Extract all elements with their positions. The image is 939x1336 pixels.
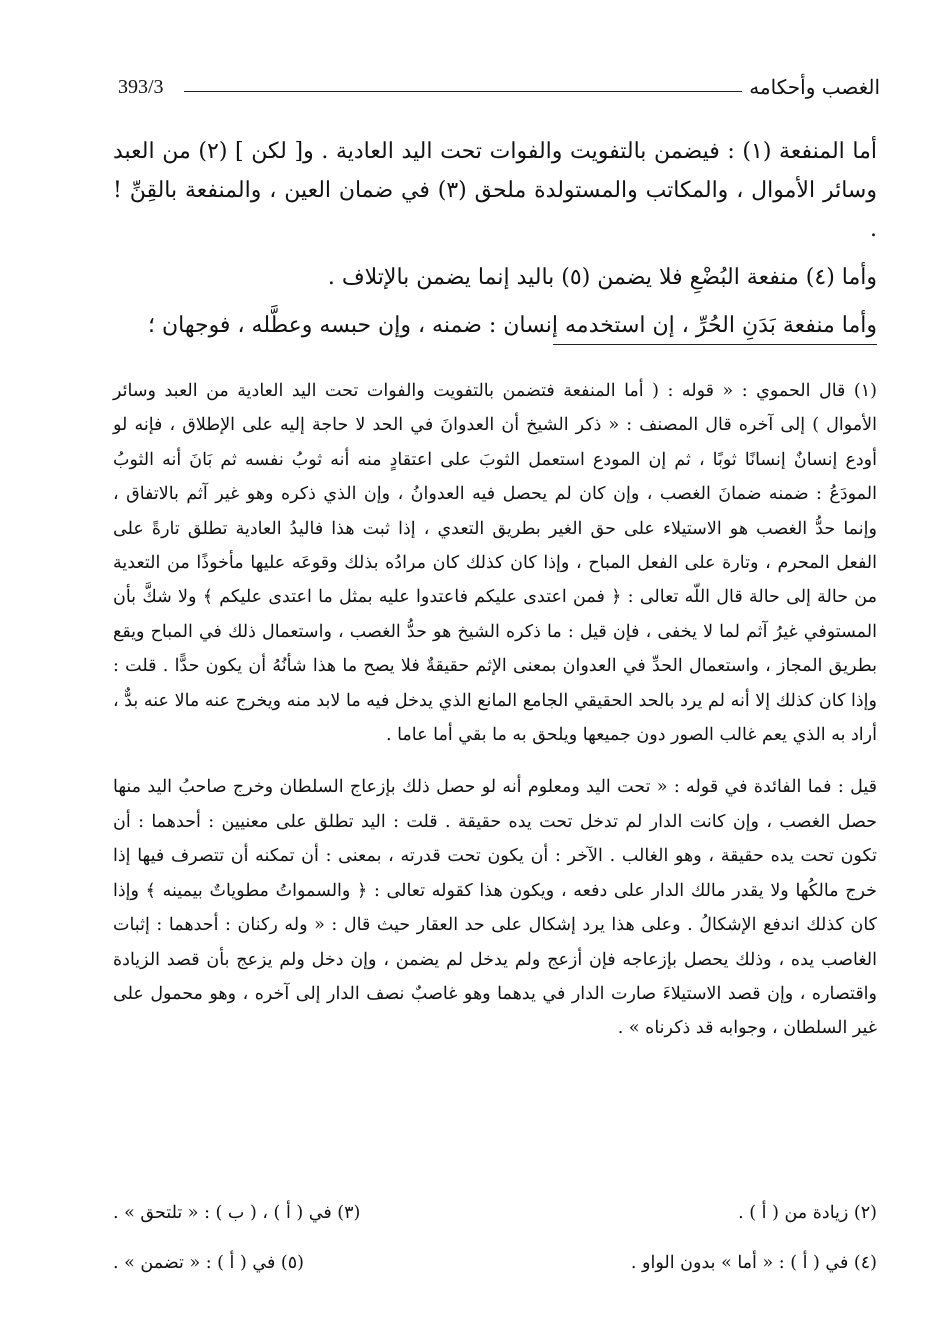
variant-note-2: (٢) زيادة من ( أ ) . — [738, 1203, 877, 1223]
variant-note-5: (٥) في ( أ ) : « تضمن » . — [113, 1253, 304, 1273]
main-paragraph-3: وأما منفعة بَدَنِ الحُرِّ ، إن استخدمه إنسان : ضمنه ، وإن حبسه وعطَّله ، فوجهان ؛ — [147, 313, 877, 338]
footnote-commentary — [113, 374, 877, 1046]
variant-row — [113, 1238, 877, 1288]
variant-notes — [113, 1188, 877, 1288]
main-text — [113, 132, 877, 345]
variant-note-4: (٤) في ( أ ) : « أما » بدون الواو . — [630, 1253, 877, 1273]
variant-note-3: (٣) في ( أ ) ، ( ب ) : « تلتحق » . — [113, 1203, 361, 1223]
running-header — [118, 74, 880, 104]
book-title: الغصب وأحكامه — [749, 75, 880, 99]
header-rule — [184, 91, 742, 92]
variant-row — [113, 1188, 877, 1238]
footnote-separator — [553, 344, 877, 345]
footnote-paragraph-2: قيل : فما الفائدة في قوله : « تحت اليد ومعلوم أنه لو حصل ذلك بإزعاج السلطان وخرج صاحبُ اليد منها حصل الغصب ، وإن كانت الدار لم تدخل تحت يده حقيقة . قلت : اليد تطلق على معنيين : أحدهما : أن تكون تحت يده حقيقة ، وهو الغالب . الآخر : أن يكون تحت قدرته ، بمعنى : أن تمكنه أن تتصرف فيها إذا خرج مالكُها ولا يقدر مالك الدار على دفعه ، ويكون هذا كقوله تعالى : ﴿ والسمواتُ مطوياتٌ بيمينه ﴾ وإذا كان كذلك اندفع الإشكالُ . وعلى هذا يرد إشكال على حد العقار حيث قال : « وله ركنان : أحدهما : إثبات الغاصب يده ، وذلك يحصل بإزعاجه فإن أزعج ولم يدخل لم يضمن ، وإن دخل ولم يزعج بأن قصد الزيادة واقتصاره ، وإن قصد الاستيلاءَ صارت الدار في يدهما وهو غاصبٌ نصف الدار إلى آخره ، وهو محمول على غير السلطان ، وجوابه قد ذكرناه » . — [113, 777, 877, 1039]
page-number: 393/3 — [118, 76, 164, 98]
footnote-paragraph-1: (١) قال الحموي : « قوله : ( أما المنفعة فتضمن بالتفويت والفوات تحت اليد العادية من العبد وسائر الأموال ) إلى آخره قال المصنف : « ذكر الشيخ أن العدوانَ في الحد لا حاجة إليه على الإطلاق ، فإنه لو أودع إنسانٌ إنسانًا ثوبًا ، ثم إن المودع استعمل الثوبَ على اعتقادٍ منه أنه ثوبُ نفسه ثم بَانَ أنه الثوبُ المودَعُ : ضمنه ضمانَ الغصب ، وإن كان لم يحصل فيه العدوانُ ، وإن الذي ذكره وهو غير آثم بالاتفاق ، وإنما حدُّ الغصب هو الاستيلاء على حق الغير بطريق التعدي ، إذا ثبت هذا فاليدُ العادية تطلق تارةً على الفعل المحرم ، وتارة على الفعل المباح ، وإذا كان كذلك كان مرادُه بذلك وقوعَه عليها مأخوذًا من التعدية من حالة إلى حالة قال اللّه تعالى : ﴿ فمن اعتدى عليكم فاعتدوا عليه بمثل ما اعتدى عليكم ﴾ ولا شكَّ بأن المستوفي غيرُ آثم لما لا يخفى ، فإن قيل : ما ذكره الشيخ هو حدُّ الغصب ، واستعمال ذلك في المباح ويقع بطريق المجاز ، واستعمال الحدِّ في العدوان بمعنى الإثم حقيقةٌ فلا يصح ما هذا شأنُهُ أن يكون حدًّا . قلت : وإذا كان كذلك إلا أنه لم يرد بالحد الحقيقي الجامع المانع الذي يدخل فيه ما لابد منه ويخرج عنه مالا عنه بدٌّ ، أراد به الذي يعم غالب الصور دون جميعها ويلحق به ما بقي أما عاما . — [113, 381, 877, 746]
main-paragraph-1: أما المنفعة (١) : فيضمن بالتفويت والفوات تحت اليد العادية . و[ لكن ] (٢) من العبد وسائر الأموال ، والمكاتب والمستولدة ملحق (٣) في ضمان العين ، والمنفعة بالقِنِّ ! . — [113, 139, 878, 242]
main-paragraph-2: وأما (٤) منفعة البُضْعِ فلا يضمن (٥) باليد إنما يضمن بالإتلاف . — [327, 265, 877, 290]
